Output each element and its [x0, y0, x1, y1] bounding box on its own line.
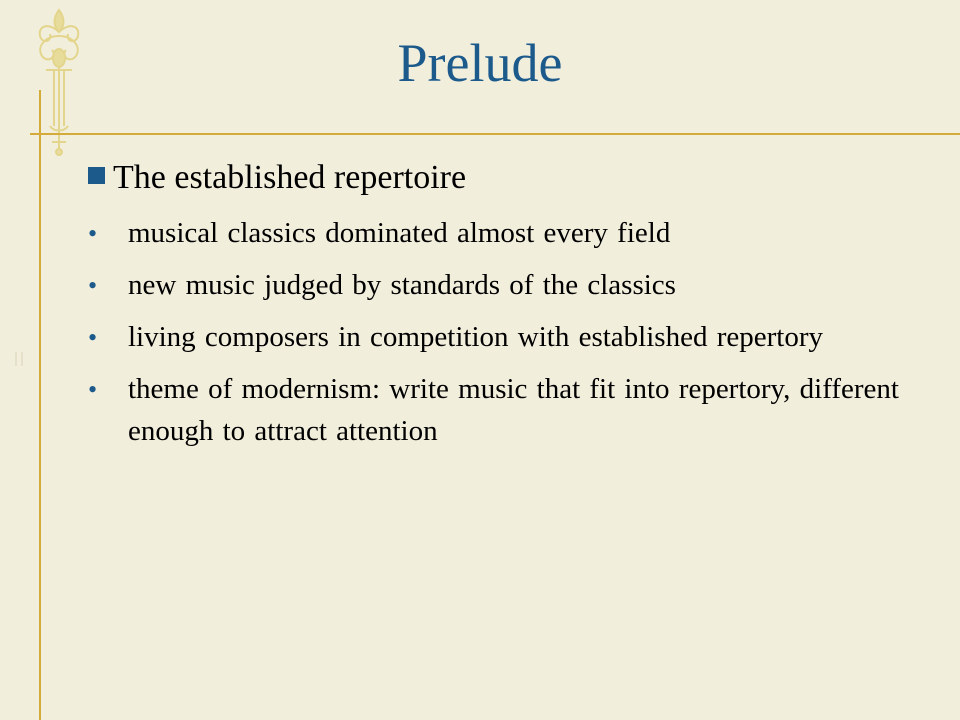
horizontal-gold-rule [30, 133, 960, 135]
sub-bullet [84, 212, 944, 254]
main-bullet [60, 154, 466, 202]
sub-bullet-list [84, 212, 944, 462]
main-bullet-text: The established repertoire [113, 159, 467, 196]
sub-bullet [84, 368, 944, 452]
square-bullet-icon [88, 167, 105, 184]
bullet-dot-icon: • [88, 375, 98, 404]
slide-title: Prelude [397, 33, 563, 93]
vertical-gold-rule [39, 90, 41, 720]
sub-bullet-text: new music judged by standards of the classics [128, 269, 676, 301]
ruler-tick-icon [2, 352, 32, 368]
sub-bullet [84, 316, 944, 358]
sub-bullet-text: theme of modernism: write music that fit into repertory, different enough to attract attention [128, 373, 899, 447]
bullet-dot-icon: • [88, 323, 98, 352]
sub-bullet-text: musical classics dominated almost every field [128, 217, 671, 249]
sub-bullet [84, 264, 944, 306]
sub-bullet-text: living composers in competition with established repertory [128, 321, 823, 353]
bullet-dot-icon: • [88, 219, 98, 248]
bullet-dot-icon: • [88, 271, 98, 300]
